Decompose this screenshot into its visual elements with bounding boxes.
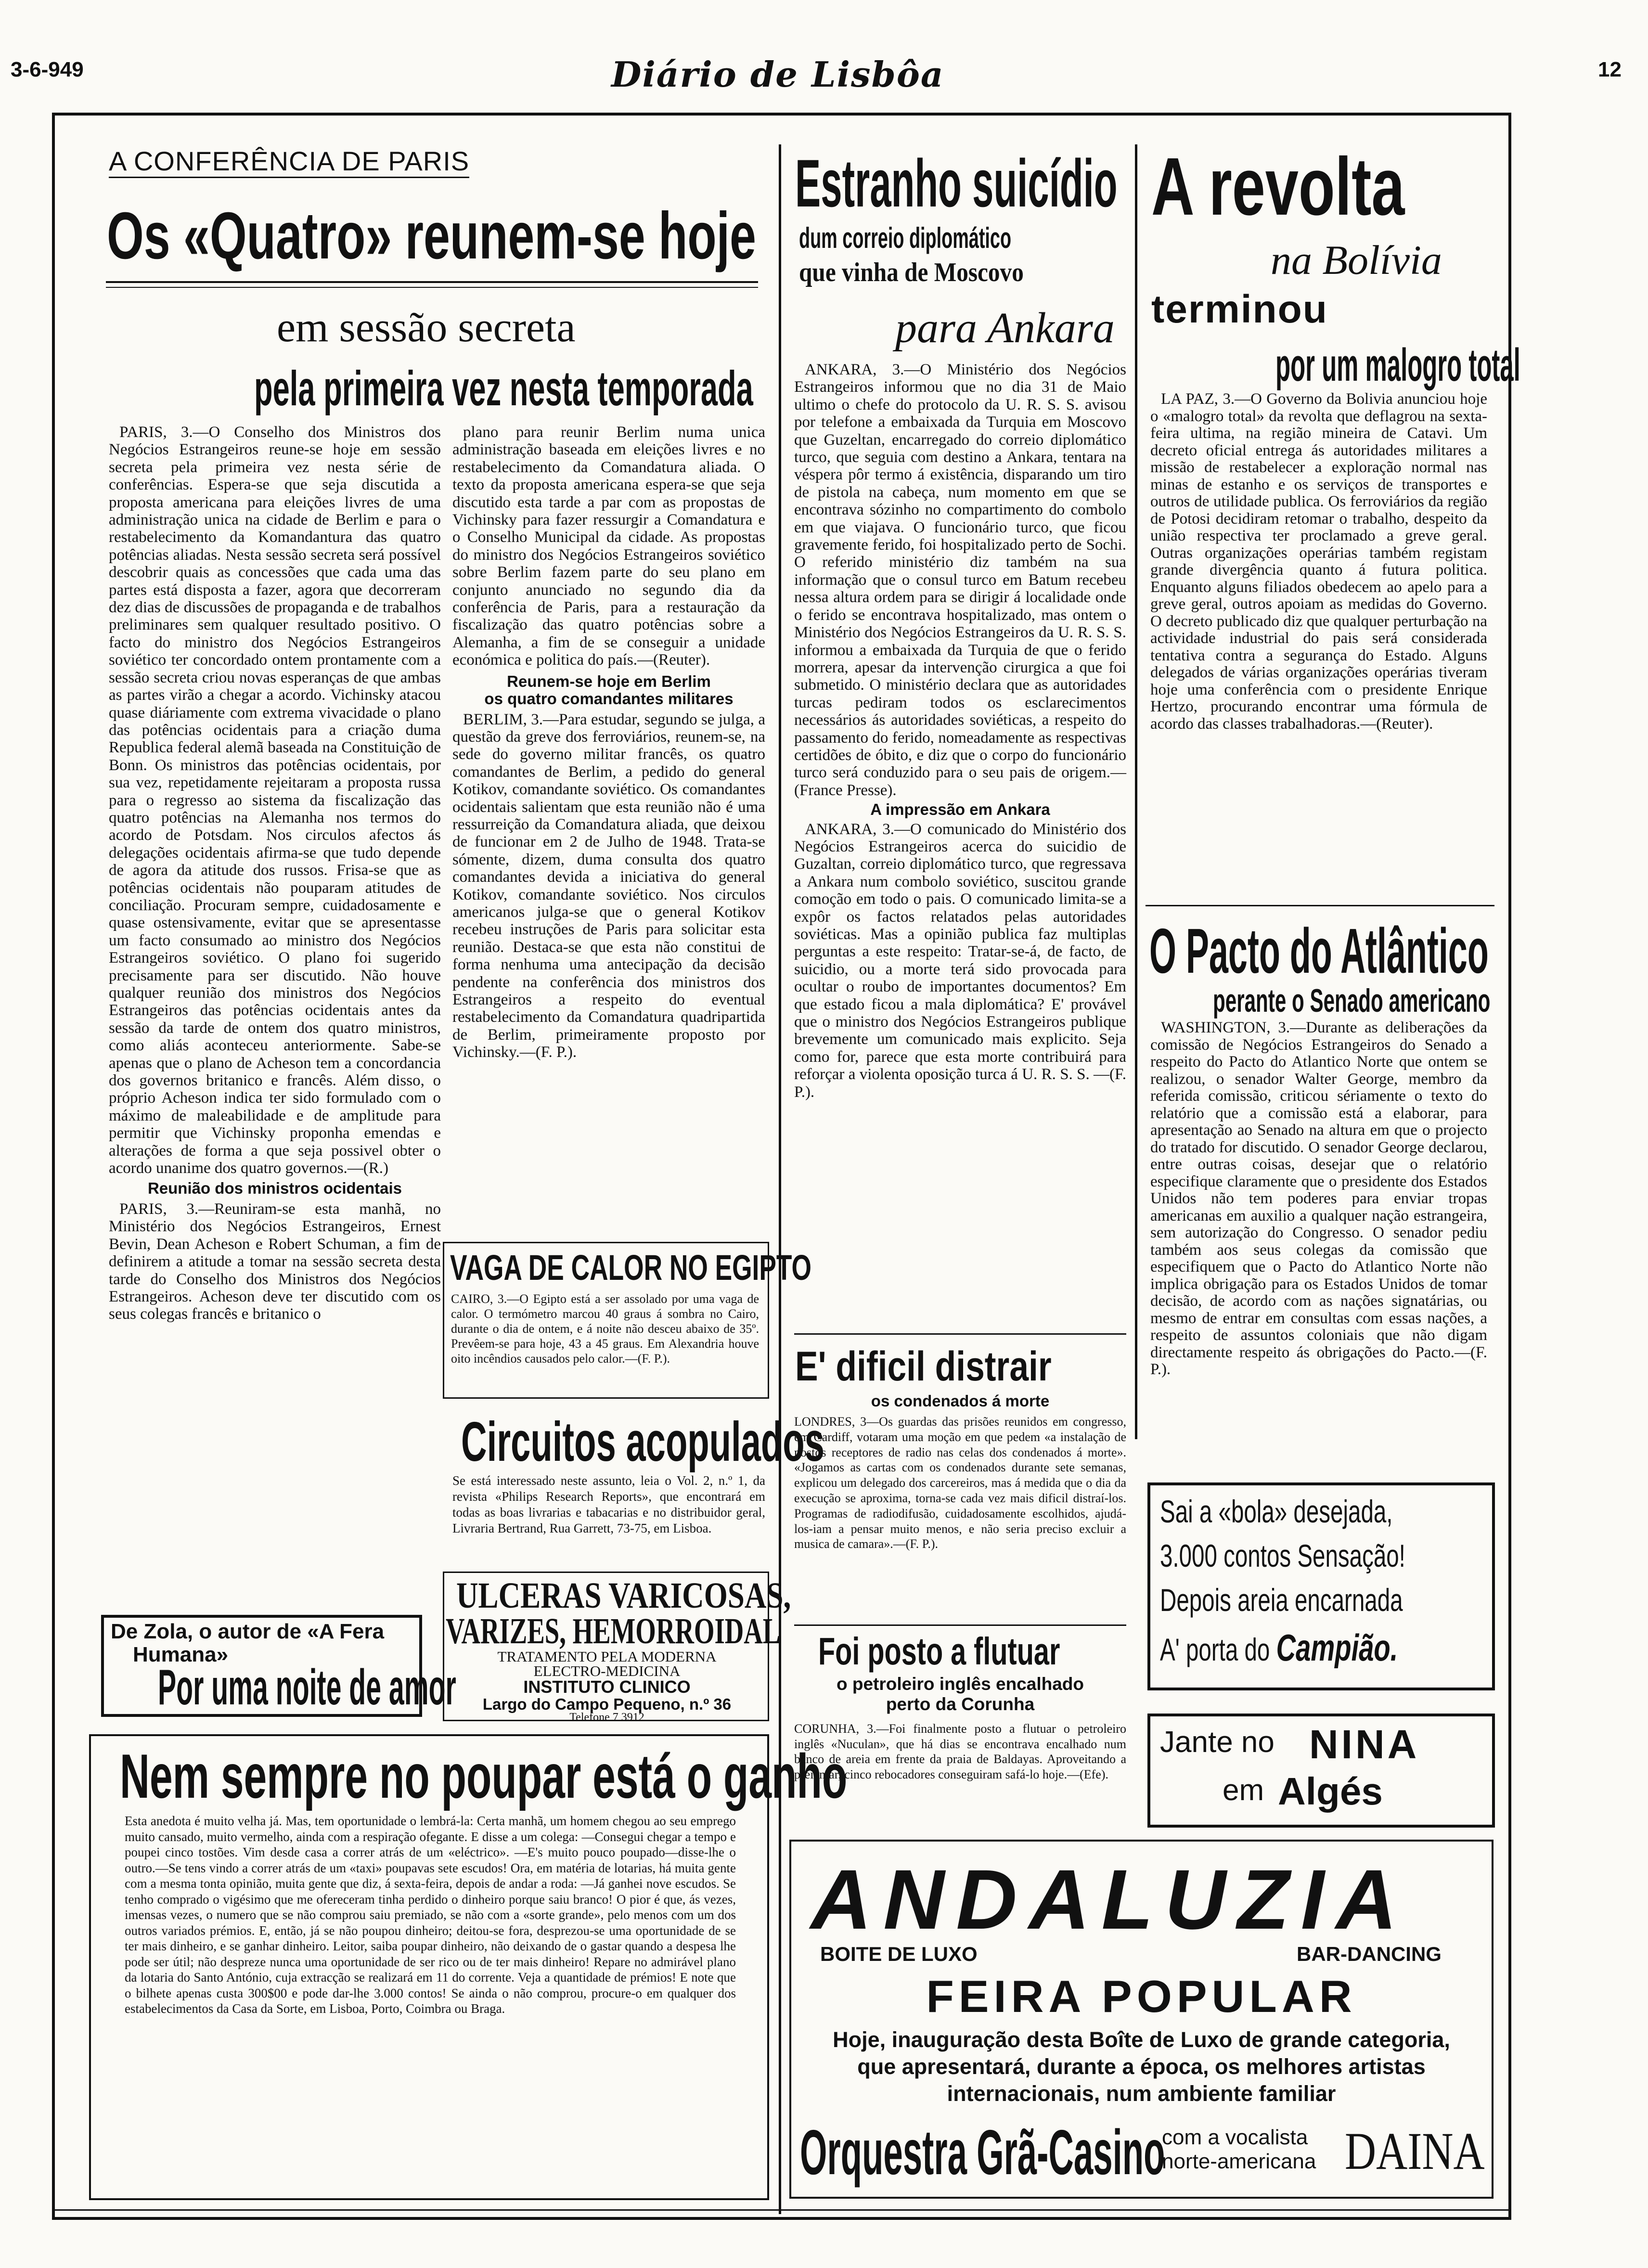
ulceras-line-5: INSTITUTO CLINICO	[523, 1677, 691, 1697]
campiao-line-4a: A' porta do	[1160, 1632, 1270, 1667]
campiao-brand: Campião.	[1276, 1626, 1398, 1669]
suicide-text-2: ANKARA, 3.—O comunicado do Ministério dos Negócios Estrangeiros acerca do suicidio de Guzaltan, correio diplomático turco, que regressava a Ankara num combolo soviético, suscitou grande comoção em todo o pais. O comunicado limita-se a expôr os factos relatados pelas autoridades soviéticas. Mas a opinião publica faz multiplas perguntas a este respeito: Tratar-se-á, de facto, de suicidio, ou a morte terá sido provocada para ocultar o roubo de importantes documentos? Em que estado ficou a mala diplomática? E' provável que o ministro dos Negócios Estrangeiros publique brevemente um comunicado mais explicito. Seja como for, parece que esta morte contribuirá para reforçar a violenta oposição turca á U. R. S. S. —(F. P.).	[794, 820, 1126, 1101]
ulceras-line-7: Telefone 7 3912	[569, 1711, 644, 1724]
lottery-text: Esta anedota é muito velha já. Mas, tem oportunidade o lembrá-la: Certa manhã, um homem chegou ao seu emprego muito cansado, muito vermelho, ainda com a respiração ofegante. E disse a um colega: —Consegui chegar a tempo e poupei cinco tostões. Vim desde casa a correr atrás de um «eléctrico». —E's muito pouco poupado—disse-lhe o outro.—Se tens vindo a correr atrás de um «taxi» poupavas sete escudos! Ora, em matéria de lotarias, há muita gente com a mesma tonta opinião, muita gente que diz, á sexta-feira, depois de andar a roda: —Já ganhei nove escudos. Se tenho comprado o vigésimo que me ofereceram tinha perdido o dinheiro porque saiu branco! O pior é que, ás vezes, imensas vezes, o numero que se não comprou saiu premiado, se não com a «sorte grande», pelo menos com um dos outros variados prémios. E, então, já se não poupou dinheiro; deitou-se fora, desprezou-se uma oportunidade de se ter mais dinheiro, e se ganhar dinheiro. Leitor, saiba poupar dinheiro, não deixando de o gastar quando a despesa lhe pode ser útil; não despreze nunca uma oportunidade de ser rico ou de ter mais dinheiro! Repare no admirável plano da lotaria do Santo António, cuja extracção se realizará em 11 do corrente. Veja a quantidade de prémios! E note que o bilhete apenas custa 300$00 e pode dar-lhe 3.000 contos! Se ainda o não comprou, procure-o em qualquer dos estabelecimentos da Casa da Sorte, em Lisboa, Porto, Coimbra ou Braga.	[125, 1814, 736, 2016]
bolivia-headline: A revolta	[1151, 141, 1405, 232]
page-number: 12	[1598, 58, 1622, 81]
pacto-rule	[1146, 905, 1494, 906]
andaluzia-text-1: Hoje, inauguração desta Boîte de Luxo de grande categoria,	[833, 2027, 1450, 2052]
pacto-headline: O Pacto do Atlântico	[1149, 915, 1489, 986]
lottery-headline: Nem sempre no poupar está o ganho	[120, 1741, 848, 1811]
divider-right-column	[1135, 144, 1137, 1439]
petroleiro-text: CORUNHA, 3.—Foi finalmente posto a flutuar o petroleiro inglês «Nuculan», que há dias se encontrava encalhado num banco de areia em frente da praia de Baldayas. Aproveitando a preiamar, cinco rebocadores conseguiram safá-lo hoje.—(Efe).	[794, 1722, 1126, 1781]
suicide-body	[794, 361, 1126, 1101]
nina-line-2a: em	[1223, 1774, 1264, 1807]
petroleiro-sub-2: perto da Corunha	[886, 1694, 1035, 1714]
campiao-line-4	[1160, 1626, 1398, 1670]
andaluzia-vocal-2: norte-americana	[1162, 2150, 1316, 2173]
bolivia-text: LA PAZ, 3.—O Governo da Bolivia anunciou hoje o «malogro total» da revolta que deflagrou na sexta-feira ultima, na região mineira de Catavi. Um decreto oficial entrega ás autoridades militares a missão de restabelecer a exploração normal nas minas de estanho e os serviços de transportes e outros de utilidade publica. Os ferroviários da região de Potosi decidiram retomar o trabalho, despeito da união respectiva ter proclamado a greve geral. Outras organizações operárias também registam grande divergência quanto á futura politica. Enquanto alguns filiados obedecem ao apelo para a greve geral, outros apoiam as medidas do Governo. O decreto publicado diz que qualquer perturbação na actividade industrial do pais será considerada tentativa contra a segurança do Estado. Alguns delegados de várias organizações operárias tiveram hoje uma conferência com o presidente Enrique Hertzo, procurando encontrar uma fórmula de acordo das classes trabalhadoras.—(Reuter).	[1150, 390, 1487, 733]
campiao-line-3: Depois areia encarnada	[1160, 1582, 1403, 1618]
ulceras-line-6: Largo do Campo Pequeno, n.º 36	[482, 1695, 732, 1713]
zola-line-1: De Zola, o autor de «A Fera	[111, 1620, 385, 1643]
bolivia-deck-3: por um malogro total	[1275, 339, 1520, 391]
campiao-box	[1147, 1482, 1495, 1690]
masthead-title: Diário de Lisbôa	[611, 54, 944, 95]
conference-deck-1: em sessão secreta	[277, 304, 576, 351]
zola-line-3: Por uma noite de amor	[158, 1660, 456, 1715]
andaluzia-vocal-1: com a vocalista	[1162, 2126, 1308, 2149]
nina-brand: NINA	[1309, 1722, 1420, 1767]
andaluzia-box	[789, 1840, 1494, 2199]
conference-sub-2: Reunem-se hoje em Berlim	[507, 672, 711, 690]
conference-headline: Os «Quatro» reunem-se hoje	[107, 199, 756, 273]
heat-box	[443, 1242, 811, 1399]
andaluzia-right-label: BAR-DANCING	[1297, 1943, 1442, 1965]
zola-line-2: Humana»	[133, 1643, 229, 1666]
headline-underline-2	[106, 287, 758, 288]
nina-line-1a: Jante no	[1160, 1726, 1275, 1759]
campiao-line-2: 3.000 contos Sensação!	[1160, 1538, 1405, 1573]
ulceras-line-4: ELECTRO-MEDICINA	[533, 1662, 681, 1679]
conference-text-2b: BERLIM, 3.—Para estudar, segundo se julga, a questão da greve dos ferroviários, reunem-se, na sede do governo militar francês, os quatro comandantes de Berlim, a pedido do general Kotikov, comandante soviético. Os comandantes ocidentais salientam que esta reunião não é uma ressurreição da Comandatura aliada, que deixou de funcionar em 2 de Julho de 1948. Trata-se sómente, dizem, duma consulta dos quatro comandantes devida a iniciativa do general Kotikov, comandante soviético. Nos circulos americanos julga-se que o general Kotikov recebeu instruções de Paris para solicitar esta reunião. Destaca-se que esta não constitui de forma nenhuma uma antecipação da decisão pendente na conferência dos ministros dos Estrangeiros a respeito do eventual restabelecimento da Comandatura quadripartida de Berlim, primeiramente proposto por Vichinsky.—(F. P.).	[452, 710, 765, 1061]
suicide-deck-1: dum correio diplomático	[799, 222, 1012, 254]
headline-underline	[106, 281, 758, 283]
conference-sub-1: Reunião dos ministros ocidentais	[147, 1179, 402, 1198]
conference-deck-2: pela primeira vez nesta temporada	[254, 361, 753, 416]
ulceras-line-1: ULCERAS VARICOSAS,	[456, 1575, 791, 1616]
double-rule	[52, 2209, 1511, 2211]
petroleiro-headline: Foi posto a flutuar	[818, 1630, 1060, 1673]
suicide-deck-2: que vinha de Moscovo	[799, 258, 1024, 287]
andaluzia-title: ANDALUZIA	[811, 1853, 1409, 1947]
andaluzia-text-3: internacionais, num ambiente familiar	[947, 2081, 1336, 2106]
suicide-text: ANKARA, 3.—O Ministério dos Negócios Estrangeiros informou que no dia 31 de Maio ultimo o chefe do protocolo da U. R. S. S. avisou por telefone a embaixada da Turquia em Moscovo que Guzeltan, encarregado do correio diplomático turco, que seguia com destino a Ankara, tentara na véspera pôr termo á existência, disparando um tiro de pistola na cabeça, num momento em que se encontrava sózinho no compartimento do combolo em que viajava. O funcionário turco, que ficou gravemente ferido, foi hospitalizado perto de Sochi. O referido ministério diz também na sua informação que o consul turco em Batum recebeu nessa altura ordem para se dirigir á localidade onde o ferido se encontrava hospitalizado, mas ontem o Ministério dos Negócios Estrangeiros da U. R. S. S. informou a embaixada da Turquia de que o ferido morrera, apesar da intervenção cirurgica a que foi submetido. O ministério declara que as autoridades turcas pediram todos os esclarecimentos necessários ás autoridades soviéticas, a respeito do passamento do ferido, nomeadamente as respectivas certidões de óbito, e diz que o corpo do funcionário turco será conduzido para o seu pais de origem.—(France Presse).	[794, 361, 1126, 799]
divider-left-column	[779, 144, 781, 2214]
bolivia-deck-2: terminou	[1151, 287, 1328, 331]
lottery-box	[89, 1734, 848, 2200]
petroleiro-rule	[794, 1624, 1126, 1626]
heat-text: CAIRO, 3.—O Egipto está a ser assolado por uma vaga de calor. O termómetro marcou 40 graus á sombra no Cairo, durante o dia de ontem, e á noite não desceu abaixo de 35º. Prevêem-se para hoje, 43 a 45 graus. Em Alexandria houve oito incêndios causados pelo calor.—(F. P.).	[451, 1292, 759, 1366]
distrair-headline: E' dificil distrair	[795, 1343, 1052, 1390]
andaluzia-left-label: BOITE DE LUXO	[820, 1943, 978, 1965]
masthead-date: 3-6-949	[11, 58, 84, 81]
conference-kicker: A CONFERÊNCIA DE PARIS	[109, 145, 469, 178]
heat-headline: VAGA DE CALOR NO EGIPTO	[450, 1248, 811, 1288]
andaluzia-singer: DAINA	[1345, 2122, 1485, 2180]
nina-box	[1147, 1714, 1495, 1828]
circuits-text: Se está interessado neste assunto, leia o Vol. 2, n.º 1, da revista «Philips Research Reports», que encontrará em todas as boas livrarias e tabacarias e no distribuidor geral, Livraria Bertrand, Rua Garrett, 73-75, em Lisboa.	[452, 1473, 765, 1535]
distrair-rule	[794, 1333, 1126, 1335]
andaluzia-text-2: que apresentará, durante a época, os melhores artistas	[857, 2054, 1426, 2079]
andaluzia-orchestra: Orquestra Grã-Casino	[800, 2117, 1165, 2188]
petroleiro-sub-1: o petroleiro inglês encalhado	[837, 1674, 1084, 1694]
pacto-text: WASHINGTON, 3.—Durante as deliberações da comissão de Negócios Estrangeiros do Senado a respeito do Pacto do Atlantico Norte que ontem se realizou, o senador Walter George, membro da referida comissão, criticou sériamente o texto do relatório que a comissão está a elaborar, para apresentação ao Senado na altura em que o projecto do tratado for discutido. O senador George declarou, entre outras coisas, desejar que o relatório especifique claramente que o presidente dos Estados Unidos não tem poderes para enviar tropas americanas em auxilio a qualquer nação estrangeira, sem autorização do Congresso. O senador pediu também aos seus colegas da comissão que especifiquem que o Pacto do Atlantico Norte não implica obrigação para os Estados Unidos de tomar decisão, de acordo com as nações signatárias, ou mesmo de entrar em consultas com essas nações, a respeito de assuntos coloniais que não digam directamente respeito ás obrigações do Pacto.—(F. P.).	[1150, 1019, 1487, 1378]
ulceras-line-3: TRATAMENTO PELA MODERNA	[497, 1648, 717, 1665]
nina-location: Algés	[1278, 1770, 1383, 1813]
conference-sub-2b: os quatro comandantes militares	[484, 690, 734, 708]
conference-text-2: plano para reunir Berlim numa unica administração baseada em eleições livres e no restabelecimento da Comandatura aliada. O texto da proposta americana espera-se que seja discutido esta tarde a par com as propostas de Vichinsky para fazer ressurgir a Comandatura e o Conselho Municipal da cidade. As propostas do ministro dos Negócios Estrangeiros soviético sobre Berlim fazem parte do seu plano em conjunto anunciado no segundo dia da conferência de Paris, para a restauração da fiscalização das quatro potências sobre a Alemanha, a fim de se conseguir a unidade económica e politica do país.—(Reuter).	[452, 424, 765, 669]
andaluzia-feira: FEIRA POPULAR	[926, 1971, 1357, 2022]
ulceras-line-2: VARIZES, HEMORROIDAL	[446, 1611, 781, 1651]
conference-body-col2	[452, 424, 765, 1061]
suicide-headline: Estranho suicídio	[795, 145, 1118, 221]
conference-text-1: PARIS, 3.—O Conselho dos Ministros dos Negócios Estrangeiros reune-se hoje em sessão secreta pela primeira vez nesta série de conferências. Espera-se que seja discutida a proposta americana para eleições livres de uma administração unica na cidade de Berlim e para o restabelecimento da Komandantura das quatro potências aliadas. Nesta sessão secreta será possível descobrir quais as concessões que cada uma das partes está disposta a fazer, agora que decorreram dez dias de discussões de propaganda e de trabalhos preliminares sem qualquer resultado positivo. O facto do ministro dos Negócios Estrangeiros soviético ter concordado ontem prontamente com a sessão secreta criou novas esperanças de que ambas as partes virão a chegar a acordo. Vichinsky atacou quase diáriamente com extrema vivacidade o plano das potências ocidentais para a criação duma Republica federal alemã baseada na Constituição de Bonn. Os ministros das potências ocidentais, por sua vez, repetidamente rejeitaram a proposta russa para o regresso ao sistema da fiscalização das quatro potências na Alemanha nos termos do acordo de Potsdam. Nos circulos afectos ás delegações ocidentais afirma-se que tudo depende de agora da atitude dos russos. Frisa-se que as potências ocidentais não pouparam atitudes de conciliação. Procuram sempre, cuidadosamente e quase ostensivamente, evitar que se apresentasse um facto consumado ao ministro dos Negócios Estrangeiros soviético. O plano foi sugerido precisamente para ser discutido. Não houve qualquer reunião dos ministros dos Negócios Estrangeiros das potências ocidentais antes da sessão da tarde de ontem dos quatro ministros, como aliás aconteceu anteriormente. Sabe-se apenas que o plano de Acheson tem a concordancia dos governos britanico e francês. Além disso, o próprio Acheson indica ter sido formulado com o máximo de maleabilidade e de amplitude para permitir que Vichinsky proponha emendas e alterações de forma a que seja possivel obter o acordo unanime dos quatro governos.—(R.)	[109, 424, 441, 1177]
distrair-text: LONDRES, 3—Os guardas das prisões reunidos em congresso, em Cardiff, votaram uma moção em que pedem «a instalação de postos receptores de radio nas celas dos condenados á morte». «Jogamos as cartas com os condenados durante sete semanas, explicou um delegado dos carcereiros, mas á medida que o dia da execução se aproxima, torna-se cada vez mais dificil distraí-los. Programas de radiodifusão, cuidadosamente escolhidos, ajudá-los-iam a pensar muito menos, e não seria preciso excluir a musica de camara».—(F. P.).	[794, 1415, 1126, 1551]
conference-text-1b: PARIS, 3.—Reuniram-se esta manhã, no Ministério dos Negócios Estrangeiros, Ernest Bevin, Dean Acheson e Robert Schuman, a fim de definirem a atitude a tomar na sessão secreta desta tarde do Conselho dos Ministros dos Negócios Estrangeiros. Acheson deve ter discutido com os seus colegas francês e britanico o	[109, 1200, 441, 1323]
pacto-deck: perante o Senado americano	[1213, 982, 1491, 1019]
circuits-headline: Circuitos acopulados	[461, 1410, 824, 1473]
zola-box	[101, 1615, 456, 1717]
conference-body-col1	[109, 424, 441, 1323]
suicide-sub: A impressão em Ankara	[870, 800, 1050, 819]
suicide-deck-3: para Ankara	[895, 304, 1115, 352]
distrair-sub: os condenados á morte	[871, 1392, 1050, 1410]
bolivia-deck-1: na Bolívia	[1271, 237, 1442, 283]
campiao-line-1: Sai a «bola» desejada,	[1160, 1494, 1393, 1529]
